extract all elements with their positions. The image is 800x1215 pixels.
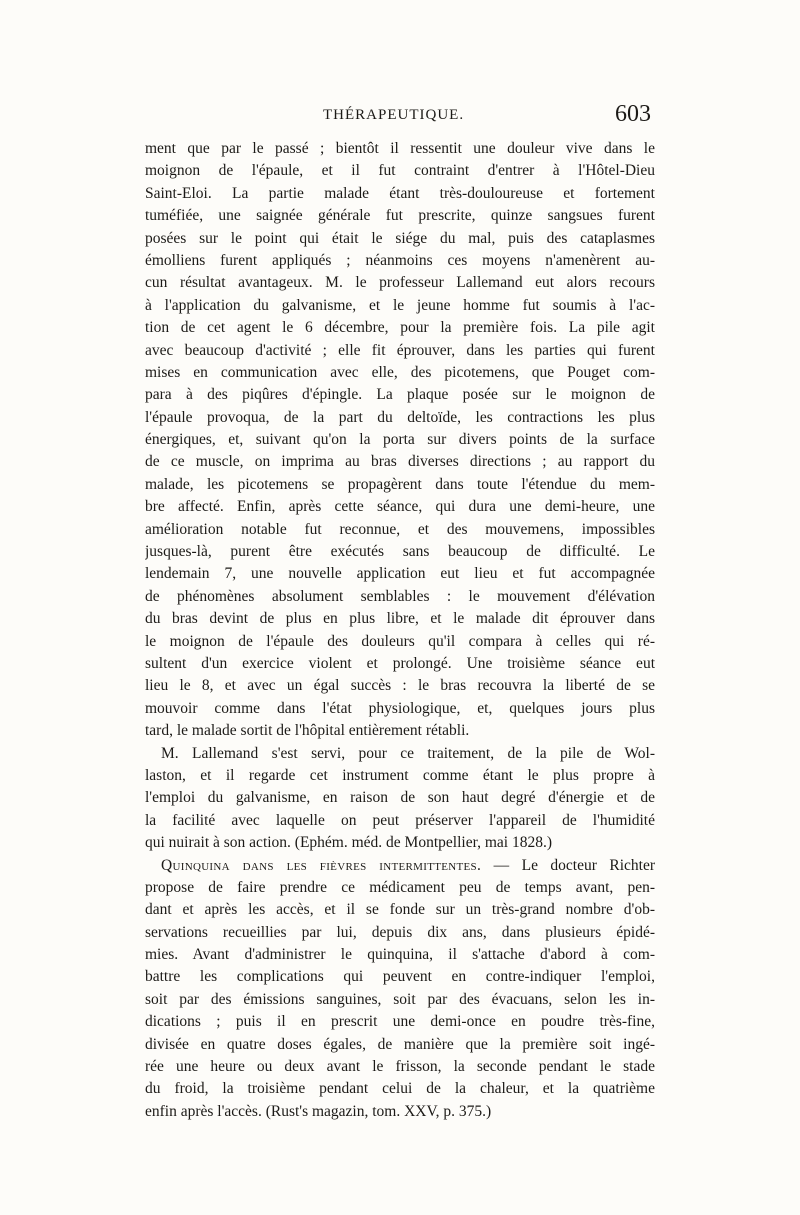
text-line: bre affecté. Enfin, après cette séance, qui dura une demi-heure, une bbox=[145, 498, 655, 516]
text-line: cun résultat avantageux. M. le professeur Lallemand eut alors recours bbox=[145, 274, 655, 292]
text-line: l'emploi du galvanisme, en raison de son haut degré d'énergie et de bbox=[145, 789, 655, 807]
text-line: soit par des émissions sanguines, soit par des évacuans, selon les in- bbox=[145, 990, 655, 1008]
text-line: amélioration notable fut reconnue, et des mouvemens, impossibles bbox=[145, 520, 655, 538]
text-line: malade, les picotemens se propagèrent dans toute l'étendue du mem- bbox=[145, 475, 655, 493]
heading-continuation: — Le docteur Richter bbox=[481, 856, 655, 874]
text-line: émolliens furent appliqués ; néanmoins ces moyens n'amenèrent au- bbox=[145, 251, 655, 269]
text-line: lendemain 7, une nouvelle application eut lieu et fut accompagnée bbox=[145, 565, 655, 583]
text-line: Saint-Eloi. La partie malade étant très-douloureuse et fortement bbox=[145, 184, 655, 202]
text-line: à l'application du galvanisme, et le jeune homme fut soumis à l'ac- bbox=[145, 296, 655, 314]
text-line: dant et après les accès, et il se fonde sur un très-grand nombre d'ob- bbox=[145, 901, 655, 919]
text-line: mouvoir comme dans l'état physiologique, et, quelques jours plus bbox=[145, 699, 655, 717]
page-number: 603 bbox=[615, 101, 651, 127]
text-line: la facilité avec laquelle on peut préserver l'appareil de l'humidité bbox=[145, 811, 655, 829]
text-line: mies. Avant d'administrer le quinquina, il s'attache d'abord à com- bbox=[145, 946, 655, 964]
text-line: dications ; puis il en prescrit une demi-once en poudre très-fine, bbox=[145, 1013, 655, 1031]
section-heading: Quinquina dans les fièvres intermittentes. bbox=[161, 856, 482, 874]
paragraph-galvanism-case bbox=[145, 138, 655, 743]
text-line: du froid, la troisième pendant celui de la chaleur, et la quatrième bbox=[145, 1080, 655, 1098]
text-line: jusques-là, purent être exécutés sans beaucoup de difficulté. Le bbox=[145, 543, 655, 561]
text-line: qui nuirait à son action. (Ephém. méd. de Montpellier, mai 1828.) bbox=[145, 834, 553, 852]
text-line: tard, le malade sortit de l'hôpital entièrement rétabli. bbox=[145, 722, 470, 740]
text-line: avec beaucoup d'activité ; elle fit éprouver, dans les parties qui furent bbox=[145, 341, 655, 359]
text-line: lieu le 8, et avec un égal succès : le bras recouvra la liberté de se bbox=[145, 677, 655, 695]
running-title: THÉRAPEUTIQUE. bbox=[323, 107, 465, 123]
text-line: du bras devint de plus en plus libre, et le malade dit éprouver dans bbox=[145, 610, 655, 628]
paragraph-quinquina bbox=[145, 855, 655, 1124]
paragraph-wollaston-pile bbox=[145, 743, 655, 855]
text-line: tion de cet agent le 6 décembre, pour la première fois. La pile agit bbox=[145, 319, 655, 337]
text-line: mises en communication avec elle, des picotemens, que Pouget com- bbox=[145, 363, 655, 381]
text-line: énergiques, et, suivant qu'on la porta sur divers points de la surface bbox=[145, 431, 655, 449]
text-line: rée une heure ou deux avant le frisson, la seconde pendant le stade bbox=[145, 1058, 655, 1076]
text-line: para à des piqûres d'épingle. La plaque posée sur le moignon de bbox=[145, 386, 655, 404]
text-line: enfin après l'accès. (Rust's magazin, tom. XXV, p. 375.) bbox=[145, 1102, 492, 1120]
text-line: divisée en quatre doses égales, de manière que la première soit ingé- bbox=[145, 1035, 655, 1053]
text-line: de ce muscle, on imprima au bras diverses directions ; au rapport du bbox=[145, 453, 655, 471]
text-line: tuméfiée, une saignée générale fut prescrite, quinze sangsues furent bbox=[145, 207, 655, 225]
text-line: battre les complications qui peuvent en contre-indiquer l'emploi, bbox=[145, 968, 655, 986]
text-line: ment que par le passé ; bientôt il ressentit une douleur vive dans le bbox=[145, 140, 655, 157]
text-line: l'épaule provoqua, de la part du deltoïde, les contractions les plus bbox=[145, 408, 655, 426]
text-line: posées sur le point qui était le siége du mal, puis des cataplasmes bbox=[145, 229, 655, 247]
page-header bbox=[145, 103, 655, 133]
text-line bbox=[145, 855, 655, 877]
text-line: propose de faire prendre ce médicament peu de temps avant, pen- bbox=[145, 878, 655, 896]
text-line: le moignon de l'épaule des douleurs qu'il compara à celles qui ré- bbox=[145, 632, 655, 650]
body-text bbox=[145, 138, 655, 1123]
text-line: de phénomènes absolument semblables : le mouvement d'élévation bbox=[145, 587, 655, 605]
text-line: laston, et il regarde cet instrument comme étant le plus propre à bbox=[145, 766, 655, 784]
text-line: sultent d'un exercice violent et prolongé. Une troisième séance eut bbox=[145, 654, 655, 672]
text-line: M. Lallemand s'est servi, pour ce traitement, de la pile de Wol- bbox=[161, 744, 655, 762]
text-line: moignon de l'épaule, et il fut contraint d'entrer à l'Hôtel-Dieu bbox=[145, 162, 655, 180]
text-line: servations recueillies par lui, depuis dix ans, dans plusieurs épidé- bbox=[145, 923, 655, 941]
